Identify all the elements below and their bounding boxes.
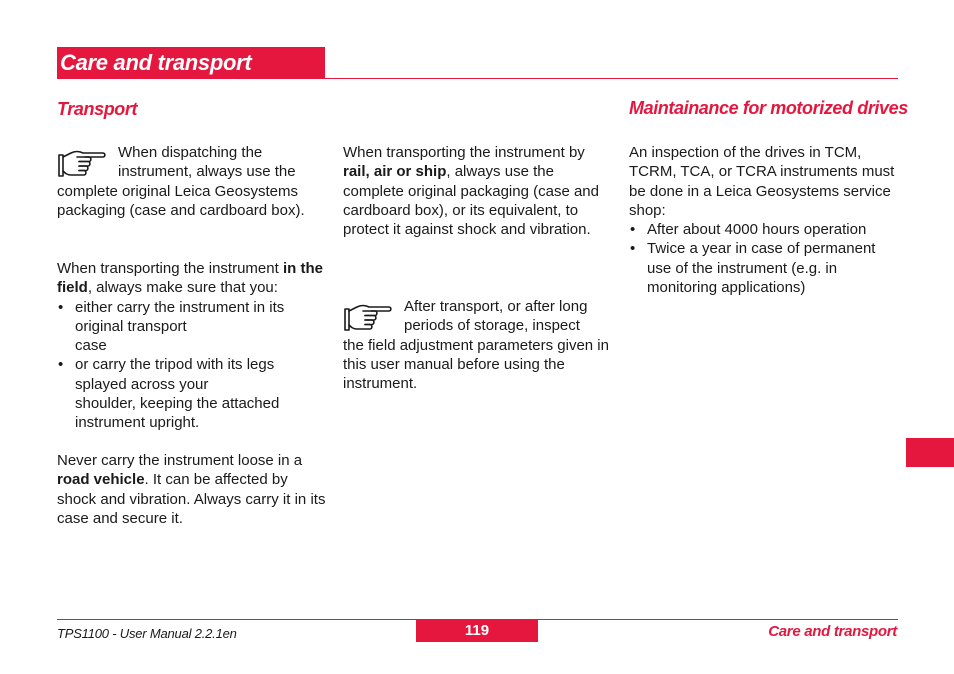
road-tail: . It can be affected by shock and vibration. Always carry it in its case and secure it. [57,471,326,527]
list-item: • After about 4000 hours operation [629,220,899,239]
road-bold: road vehicle [57,471,145,489]
list-item: • Twice a year in case of permanent use of the instrument (e.g. in monitoring applications) [629,239,899,297]
rail-tail: , always use the complete original packaging (case and cardboard box), or its equivalent, to protect it against shock and vibration. [343,163,599,239]
section-heading-transport: Transport [57,99,138,119]
pointing-hand-icon [57,149,107,182]
transport-note-rest: complete original Leica Geosystems packaging (case and cardboard box). [57,182,305,219]
transport-note-line1: When dispatching the [118,144,263,161]
maintenance-intro: An inspection of the drives in TCM, TCRM, TCA, or TCRA instruments must be done in a Leica Geosystems service shop: [629,144,895,219]
storage-note-line1: After transport, or after long [404,298,588,315]
bullet-line: case [75,337,107,355]
page-number: 119 [416,620,538,642]
storage-note-rest: the field adjustment parameters given in this user manual before using the instrument. [343,336,609,393]
transport-note-line2: instrument, always use the [118,163,296,181]
field-intro-bold: in the field [57,260,323,297]
rail-bold: rail, air or ship [343,163,447,181]
footer-chapter-title: Care and transport [768,623,897,640]
footer-manual-title: TPS1100 - User Manual 2.2.1en [57,626,237,641]
field-intro-tail: , always make sure that you: [87,279,278,297]
bullet-line: • either carry the instrument in its [75,298,285,316]
road-text: Never carry the instrument loose in a [57,452,303,469]
field-intro [57,259,329,298]
bullet-line: shoulder, keeping the attached [75,395,280,413]
bullet-line: instrument upright. [75,414,200,432]
pointing-hand-icon [343,303,393,336]
maintenance-block [629,143,899,297]
list-item [57,298,329,356]
rail-air-ship-paragraph [343,143,613,239]
field-bullet-list [57,298,329,433]
maintenance-bullet-list [629,220,899,297]
bullet-line: • or carry the tripod with its legs [75,356,275,374]
section-heading-maintenance: Maintainance for motorized drives [629,98,908,118]
chapter-tab [906,438,954,467]
storage-note-line2: periods of storage, inspect [404,317,580,335]
storage-note [343,297,613,393]
bullet-line: splayed across your [75,375,209,393]
transport-note [57,143,329,220]
road-vehicle-paragraph [57,451,329,528]
rail-text: When transporting the instrument by [343,144,585,161]
field-intro-text: When transporting the instrument [57,260,283,277]
page-title: Care and transport [60,50,252,75]
bullet-line: original transport [75,317,187,335]
title-rule [57,78,898,79]
field-instructions [57,259,329,433]
list-item [57,355,329,432]
